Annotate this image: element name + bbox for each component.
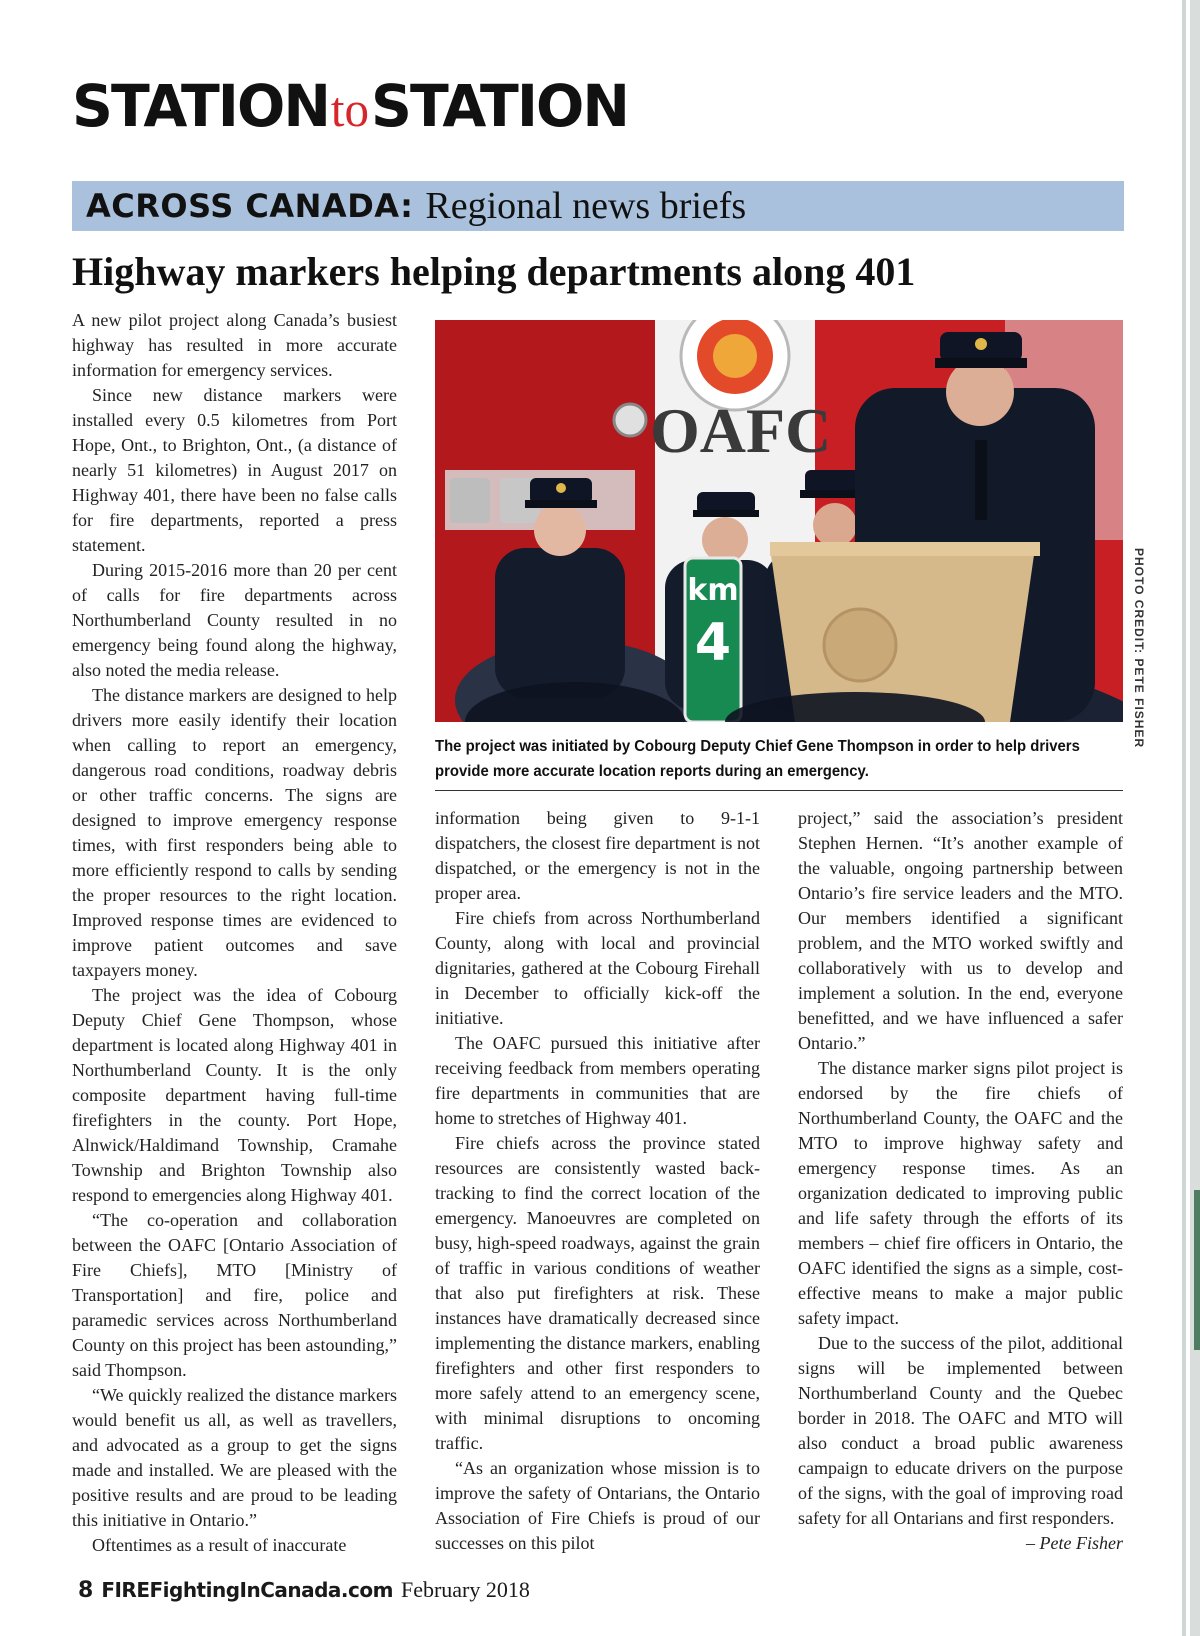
paragraph: A new pilot project along Canada’s busiest highway has resulted in more accurate information for emergency services. (72, 310, 397, 380)
footer-issue: February 2018 (400, 1577, 530, 1602)
photo-sign-number: 4 (694, 613, 732, 673)
paragraph: information being given to 9-1-1 dispatchers, the closest fire department is not dispatched, or the emergency is not in the proper area. (435, 808, 760, 903)
masthead-left: STATION (72, 72, 329, 140)
paragraph: “The co-operation and collaboration between the OAFC [Ontario Association of Fire Chiefs], MTO [Ministry of Transportation] and fire, police and paramedic services across Northumberland County on this project has been astounding,” said Thompson. (72, 1210, 397, 1380)
paragraph: “As an organization whose mission is to improve the safety of Ontarians, the Ontario Association of Fire Chiefs is proud of our successes on this pilot (435, 1458, 760, 1553)
paragraph: The distance markers are designed to help drivers more easily identify their location when calling to report an emergency, dangerous road conditions, roadway debris or other traffic concerns. The signs are designed to improve emergency response times, with first responders being able to more efficiently respond to calls by sending the proper resources to the right location. Improved response times are evidenced to improve patient outcomes and save taxpayers money. (72, 685, 397, 980)
photo-credit: PHOTO CREDIT: PETE FISHER (1132, 548, 1146, 749)
paragraph: The project was the idea of Cobourg Deputy Chief Gene Thompson, whose department is located along Highway 401 in Northumberland County. It is the only composite department having full-time firefighters in the county. Port Hope, Alnwick/Haldimand Township, Cramahe Township and Brighton Township also respond to emergencies along Highway 401. (72, 985, 397, 1205)
paragraph: The OAFC pursued this initiative after receiving feedback from members operating fire departments in communities that are home to stretches of Highway 401. (435, 1033, 760, 1128)
page-footer (78, 1577, 530, 1603)
paragraph: project,” said the association’s president Stephen Hernen. “It’s another example of the valuable, ongoing partnership between Ontario’s fire service leaders and the MTO. Our members identified a significant problem, and the MTO worked swiftly and collaboratively with us to develop and implement a solution. In the end, everyone benefitted, and we have influenced a safer Ontario.” (798, 808, 1123, 1053)
paragraph: Due to the success of the pilot, additional signs will be implemented between Northumberland County and the Quebec border in 2018. The OAFC and MTO will also conduct a broad public awareness campaign to educate drivers on the purpose of the signs, with the goal of improving road safety for all Ontarians and first responders. (798, 1333, 1123, 1528)
article-column-3 (798, 806, 1123, 1556)
section-band (72, 181, 1124, 231)
masthead (72, 72, 628, 152)
article-byline: – Pete Fisher (1026, 1533, 1123, 1553)
masthead-right: STATION (371, 72, 628, 140)
photo-banner-text: OAFC (650, 395, 832, 466)
caption-divider (435, 790, 1123, 791)
footer-site: FIREFightingInCanada.com (101, 1578, 393, 1602)
article-headline: Highway markers helping departments along 401 (72, 249, 916, 294)
section-subtitle: Regional news briefs (425, 185, 747, 227)
paragraph: “We quickly realized the distance markers would benefit us all, as well as travellers, and advocated as a group to get the signs made and installed. We are pleased with the positive results and are proud to be leading this initiative in Ontario.” (72, 1385, 397, 1530)
section-label: ACROSS CANADA: (86, 187, 414, 225)
page-number: 8 (78, 1578, 94, 1603)
paragraph: Fire chiefs from across Northumberland County, along with local and provincial dignitaries, gathered at the Cobourg Firehall in December to officially kick-off the initiative. (435, 908, 760, 1028)
paragraph: Fire chiefs across the province stated resources are consistently wasted back-tracking to find the correct location of the emergency. Manoeuvres are completed on busy, high-speed roadways, against the grain of traffic in various conditions of weather that also put firefighters at risk. These instances have dramatically decreased since implementing the distance markers, enabling firefighters and other first responders to more safely attend to an emergency scene, with minimal disruptions to oncoming traffic. (435, 1133, 760, 1453)
article-column-2 (435, 806, 760, 1556)
paragraph: During 2015-2016 more than 20 per cent of calls for fire departments across Northumberland County resulted in no emergency being found along the highway, also noted the media release. (72, 560, 397, 680)
paragraph: Oftentimes as a result of inaccurate (92, 1535, 347, 1555)
paragraph: Since new distance markers were installed every 0.5 kilometres from Port Hope, Ont., to Brighton, Ont., (a distance of nearly 51 kilometres) in August 2017 on Highway 401, there have been no false calls for fire departments, reported a press statement. (72, 385, 397, 555)
page-edge-stripe (1182, 0, 1200, 1636)
photo-caption: The project was initiated by Cobourg Deputy Chief Gene Thompson in order to help drivers provide more accurate location reports during an emergency. (435, 738, 1080, 780)
article-photo (435, 320, 1123, 722)
photo-sign-unit: km (687, 573, 739, 608)
article-column-1 (72, 308, 397, 1558)
masthead-to: to (330, 81, 370, 137)
paragraph: The distance marker signs pilot project is endorsed by the fire chiefs of Northumberland County, the OAFC and the MTO to improve highway safety and emergency response times. As an organization dedicated to improving public and life safety through the efforts of its members – chief fire officers in Ontario, the OAFC identified the signs as a simple, cost-effective means to make a major public safety impact. (798, 1058, 1123, 1328)
photo-illustration (435, 320, 1123, 722)
page-edge-accent (1194, 1190, 1200, 1350)
